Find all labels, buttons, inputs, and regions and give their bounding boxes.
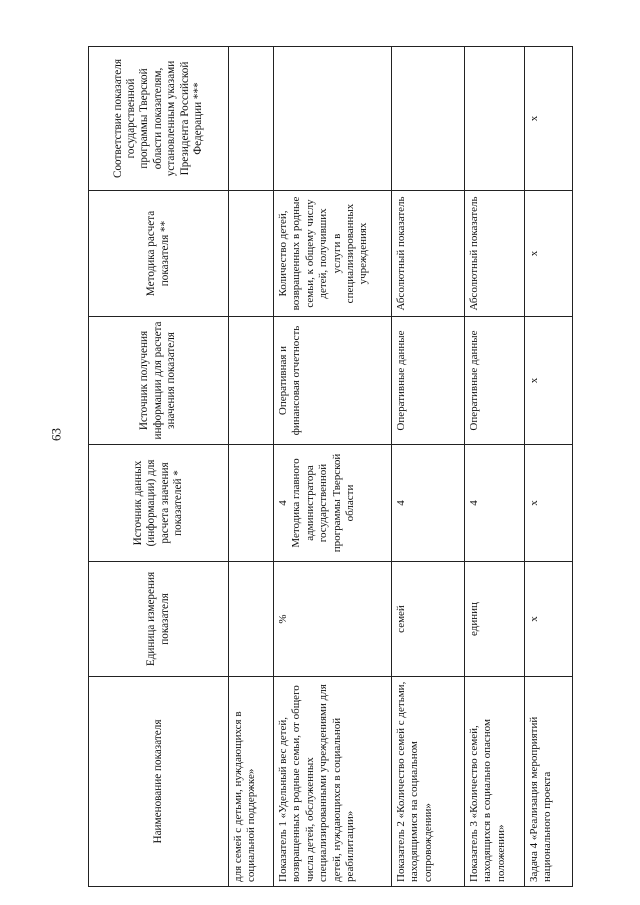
page-number: 63 [48,428,64,441]
table-row [465,47,525,887]
header-cell: Источник данных (информации) для расчета значения показателей * [89,445,229,562]
table-row [525,47,573,887]
header-cell: Источник получения информации для расчета значения показателя [89,317,229,445]
rotated-table-container [88,47,572,887]
table-cell: 4 [465,445,525,562]
table-row [274,47,392,887]
table-cell [465,47,525,191]
table-cell [229,317,274,445]
table-cell: Количество детей, возвращенных в родные семьи, к общему числу детей, получивших услуги в специализированных учреждениях [274,191,392,317]
header-cell: Единица измерения показателя [89,562,229,677]
table-cell [229,445,274,562]
header-cell: Соответствие показателя государственной программы Тверской области показателям, установленным указами Президента Российской Федерации *** [89,47,229,191]
table-cell: Показатель 2 «Количество семей с детьми, находящимися на социальном сопровождении» [392,677,465,887]
table-row [392,47,465,887]
table-cell [229,47,274,191]
table-cell: единиц [465,562,525,677]
table-cell: Оперативные данные [465,317,525,445]
table-row [229,47,274,887]
table-cell [274,47,392,191]
table-cell: х [525,562,573,677]
table-cell: х [525,317,573,445]
table-cell: х [525,445,573,562]
header-cell: Наименование показателя [89,677,229,887]
table-cell: Оперативные данные [392,317,465,445]
table-cell: 4 [392,445,465,562]
table-cell: Задача 4 «Реализация мероприятий национального проекта [525,677,573,887]
table-cell: х [525,47,573,191]
table-cell: семей [392,562,465,677]
indicators-table [88,46,573,887]
header-cell: Методика расчета показателя ** [89,191,229,317]
table-cell: Абсолютный показатель [465,191,525,317]
table-header-row [89,47,229,887]
table-cell [229,562,274,677]
table-cell: Показатель 1 «Удельный вес детей, возвращенных в родные семьи, от общего числа детей, обслуженных специализированными учреждениями для детей, нуждающихся в социальной реабилитации» [274,677,392,887]
table-cell: 4 Методика главного администратора государственной программы Тверской области [274,445,392,562]
table-cell: х [525,191,573,317]
table-cell [392,47,465,191]
table-cell [229,191,274,317]
table-cell: Абсолютный показатель [392,191,465,317]
table-cell: % [274,562,392,677]
table-cell: Оперативная и финансовая отчетность [274,317,392,445]
table-cell: Показатель 3 «Количество семей, находящихся в социально опасном положении» [465,677,525,887]
rotated-table-area [88,47,572,887]
table-cell: для семей с детьми, нуждающихся в социальной поддержке» [229,677,274,887]
